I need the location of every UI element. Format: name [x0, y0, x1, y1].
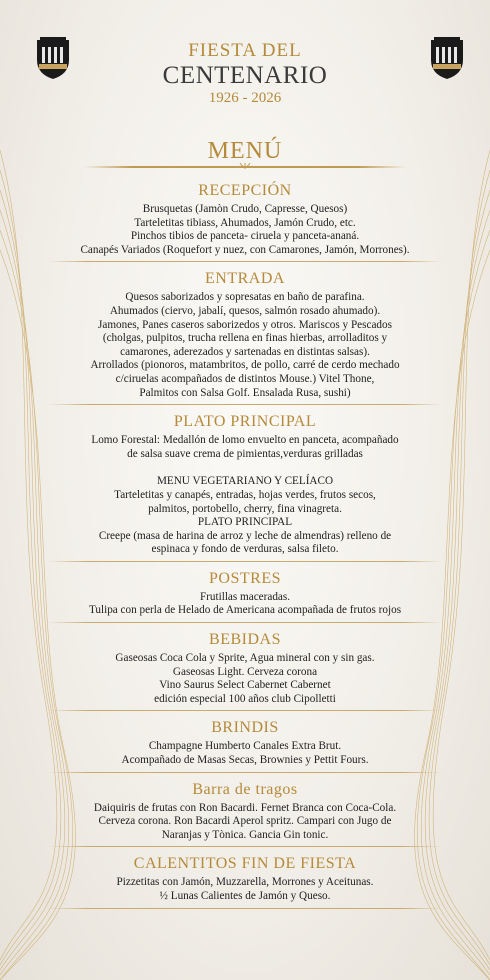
menu-line: Palmitos con Salsa Golf. Ensalada Rusa, sushi): [139, 386, 351, 399]
menu-line: Champagne Humberto Canales Extra Brut.: [148, 740, 342, 753]
section-divider: [48, 772, 442, 773]
section-divider: [48, 561, 442, 562]
section-barra-de-tragos: [48, 779, 442, 843]
section-title: BRINDIS: [211, 719, 279, 737]
years: 1926 - 2026: [208, 90, 282, 106]
menu-line: Quesos saborizados y sopresatas en baño de parafina.: [125, 291, 365, 304]
section-title: CALENTITOS FIN DE FIESTA: [133, 855, 357, 873]
menu-line: Acompañado de Masas Secas, Brownies y Pettit Fours.: [121, 754, 369, 767]
menu-line: c/ciruelas acompañados de distintos Mouse.) Vitel Thone,: [115, 372, 375, 385]
section-title: RECEPCIÓN: [198, 182, 292, 199]
menu-line: Creepe (masa de harina de arroz y leche de almendras) relleno de: [98, 529, 392, 542]
section-entrada: [48, 268, 442, 400]
event-header: [0, 40, 490, 108]
menu-line: Gaseosas Light. Cerveza corona: [172, 665, 318, 678]
menu-line: Frutillas maceradas.: [199, 590, 291, 603]
section-brindis: [48, 717, 442, 767]
menu-title: MENÚ: [207, 138, 283, 164]
menu-line: (cholgas, pulpitos, trucha rellena en finas hierbas, arrolladitos y: [102, 332, 388, 345]
section-recepcion: [48, 180, 442, 257]
section-title: PLATO PRINCIPAL: [173, 413, 317, 431]
section-divider: [48, 622, 442, 623]
section-postres: [48, 568, 442, 618]
ornament-icon: [239, 161, 251, 171]
menu-line: Tulipa con perla de Helado de Americana acompañada de frutos rojos: [88, 604, 402, 617]
section-title: ENTRADA: [205, 270, 285, 288]
menu-line: Lomo Forestal: Medallón de lomo envuelto en panceta, acompañado: [91, 434, 399, 447]
section-title: Barra de tragos: [192, 780, 298, 798]
menu-line: Naranjas y Tònica. Gancia Gin tonic.: [161, 828, 329, 841]
menu-line: Brusquetas (Jamòn Crudo, Capresse, Quesos): [142, 203, 348, 215]
menu-line: Pizzetitas con Jamón, Muzzarella, Morrones y Aceitunas.: [116, 876, 374, 889]
menu-line: espinaca y fondo de verduras, salsa fileto.: [151, 543, 339, 556]
menu-line: PLATO PRINCIPAL: [197, 516, 293, 529]
title-line2: CENTENARIO: [162, 62, 328, 89]
menu-line: Canapés Variados (Roquefort y nuez, con Camarones, Jamón, Morrones).: [80, 243, 410, 256]
section-calentitos: [48, 853, 442, 903]
menu-line: Tarteletitas tibiass, Ahumados, Jamón Crudo, etc.: [134, 216, 356, 229]
menu-line: Gaseosas Coca Cola y Sprite, Agua mineral con y sin gas.: [115, 652, 375, 665]
menu-line: Vino Saurus Select Cabernet Cabernet: [159, 679, 331, 692]
title-line1: FIESTA DEL: [188, 40, 302, 61]
menu-line: Tarteletitas y canapés, entradas, hojas verdes, frutos secos,: [114, 488, 376, 501]
section-title: POSTRES: [209, 569, 281, 587]
section-divider: [48, 710, 442, 711]
section-plato-principal: [48, 411, 442, 557]
section-divider: [48, 908, 442, 909]
menu-line: palmitos, portobello, cherry, fina vinagreta.: [148, 502, 342, 515]
menu-line: Ahumados (ciervo, jabalí, quesos, salmón rosado ahumado).: [109, 304, 381, 317]
menu-line: ½ Lunas Calientes de Jamón y Queso.: [159, 890, 331, 902]
section-divider: [48, 261, 442, 262]
menu-content: [48, 180, 442, 915]
section-title: BEBIDAS: [209, 631, 281, 649]
menu-line: camarones, aderezados y sartenadas en distintas salsas).: [120, 345, 370, 358]
menu-line: Daiquiris de frutas con Ron Bacardi. Fernet Branca con Coca-Cola.: [93, 801, 397, 814]
section-divider: [48, 404, 442, 405]
section-bebidas: [48, 629, 442, 706]
section-divider: [48, 846, 442, 847]
menu-line: Pinchos tibios de panceta- ciruela y panceta-ananá.: [130, 230, 360, 243]
menu-line: de salsa suave crema de pimientas,verduras grilladas: [127, 447, 363, 460]
menu-line: edición especial 100 años club Cipolletti: [154, 692, 336, 705]
menu-line: MENU VEGETARIANO Y CELÍACO: [156, 475, 334, 488]
menu-line: Arrollados (pionoros, matambritos, de pollo, carré de cerdo mechado: [90, 359, 400, 372]
menu-line: Cerveza corona. Ron Bacardi Aperol spritz. Campari con Jugo de: [98, 815, 392, 828]
menu-line: Jamones, Panes caseros saborizedos y otros. Mariscos y Pescados: [98, 318, 392, 331]
